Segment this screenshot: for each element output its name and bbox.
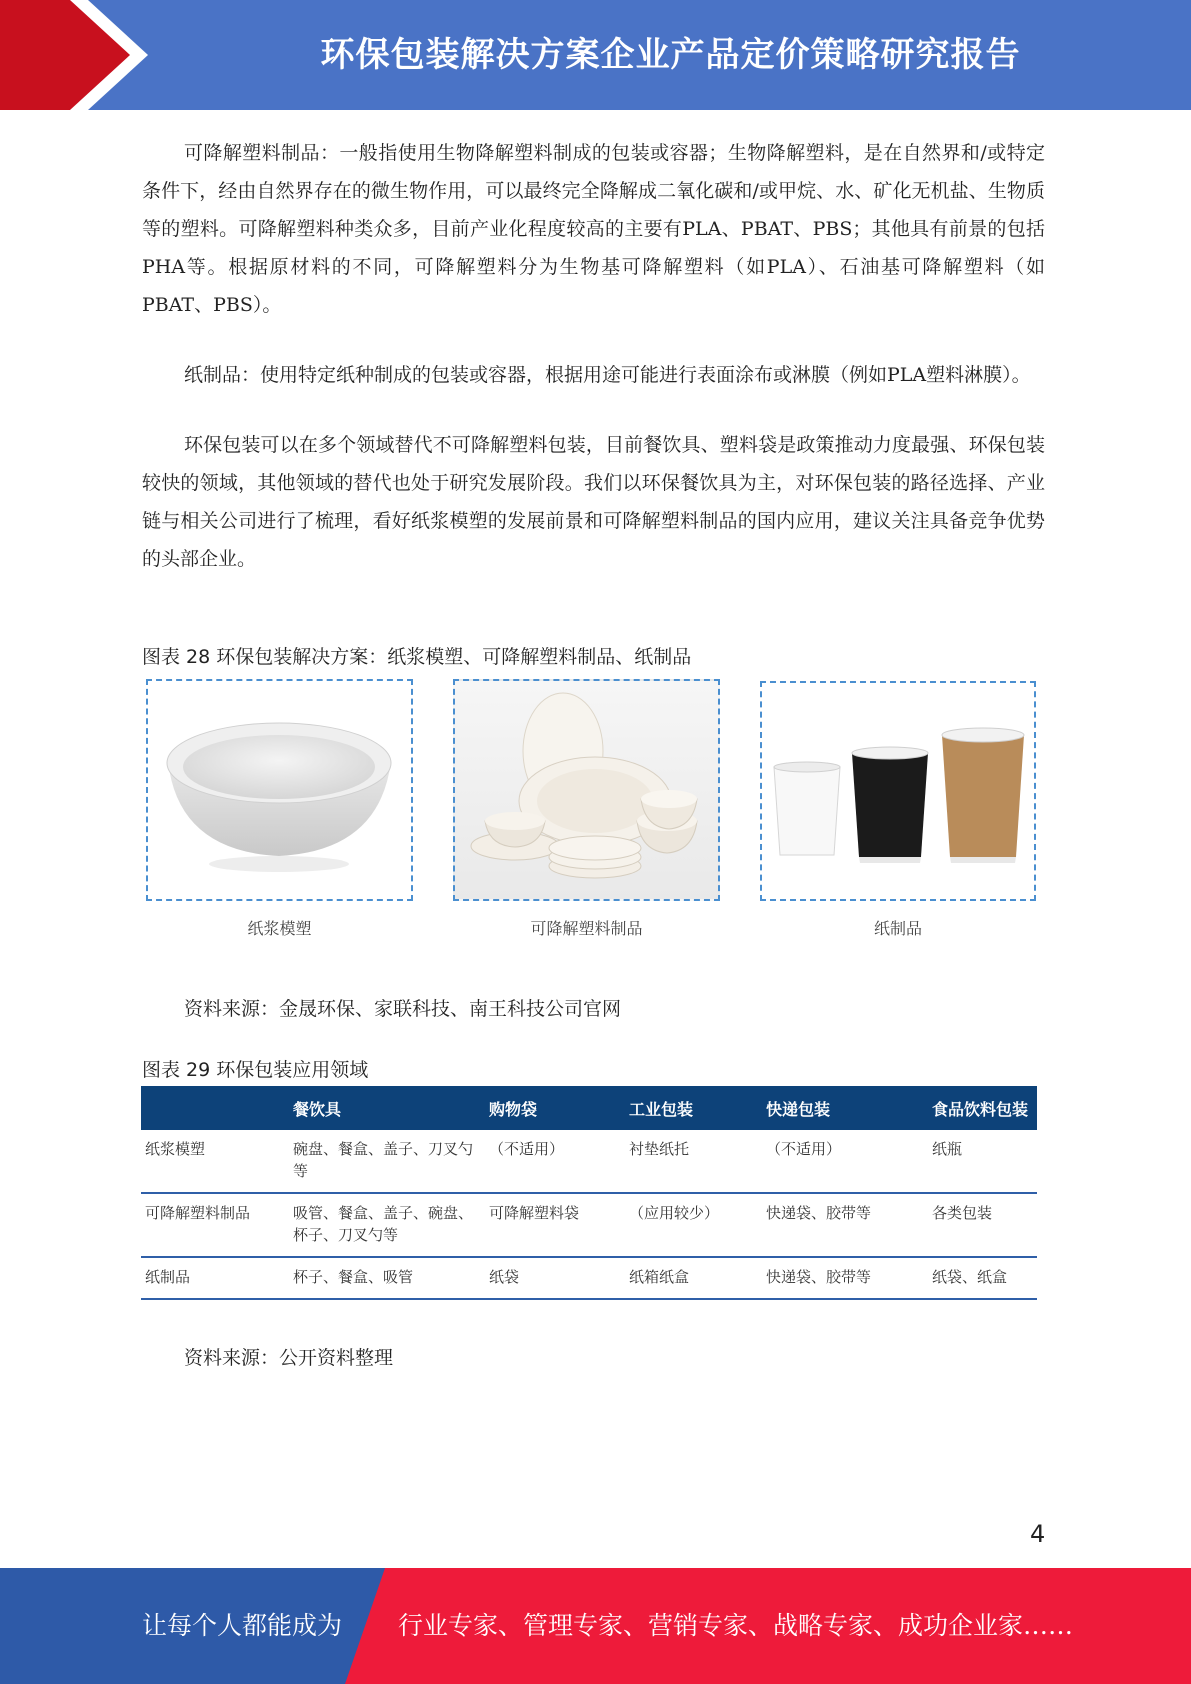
table-header-cell: 工业包装	[625, 1086, 762, 1130]
header-arrow-decoration	[0, 0, 200, 110]
table-cell: 各类包装	[928, 1193, 1037, 1257]
table-cell: 纸制品	[141, 1257, 289, 1299]
figure-28-source: 资料来源：金晟环保、家联科技、南王科技公司官网	[184, 998, 622, 1020]
cups-illustration	[762, 683, 1034, 899]
table-cell: 可降解塑料袋	[485, 1193, 625, 1257]
figure-28-caption	[142, 642, 1045, 669]
table-cell: 纸袋	[485, 1257, 625, 1299]
caption-title: 环保包装应用领域	[216, 1059, 369, 1081]
paragraph-applications: 环保包装可以在多个领域替代不可降解塑料包装，目前餐饮具、塑料袋是政策推动力度最强、环保包装较快的领域，其他领域的替代也处于研究发展阶段。我们以环保餐饮具为主，对环保包装的路径选择、产业链与相关公司进行了梳理，看好纸浆模塑的发展前景和可降解塑料制品的国内应用，建议关注具备竞争优势的头部企业。	[142, 434, 1045, 570]
figure-label-pulp-molding: 纸浆模塑	[247, 919, 312, 938]
table-cell: 纸箱纸盒	[625, 1257, 762, 1299]
table-cell: 吸管、餐盒、盖子、碗盘、杯子、刀叉勺等	[289, 1193, 485, 1257]
table-header-cell: 购物袋	[485, 1086, 625, 1130]
table-cell: （不适用）	[485, 1130, 625, 1193]
bowl-illustration	[148, 681, 411, 899]
caption-number: 28	[186, 646, 211, 668]
table-cell: 纸袋、纸盒	[928, 1257, 1037, 1299]
caption-title: 环保包装解决方案：纸浆模塑、可降解塑料制品、纸制品	[216, 646, 692, 668]
tableware-illustration	[455, 681, 718, 899]
table-header-cell	[141, 1086, 289, 1130]
paragraph-paper-products: 纸制品：使用特定纸种制成的包装或容器，根据用途可能进行表面涂布或淋膜（例如PLA塑料淋膜）。	[184, 364, 1031, 386]
figure-label-biodegradable: 可降解塑料制品	[530, 919, 643, 938]
table-row	[141, 1257, 1037, 1299]
table-cell: 碗盘、餐盒、盖子、刀叉勺等	[289, 1130, 485, 1193]
table-row	[141, 1130, 1037, 1193]
table-row	[141, 1193, 1037, 1257]
table-header-cell: 餐饮具	[289, 1086, 485, 1130]
page-title: 环保包装解决方案企业产品定价策略研究报告	[320, 35, 1021, 75]
caption-prefix: 图表	[142, 1059, 181, 1081]
body-text	[142, 134, 1045, 578]
table-cell: 快递袋、胶带等	[762, 1193, 928, 1257]
figure-29-source: 资料来源：公开资料整理	[184, 1347, 394, 1369]
table-cell: 杯子、餐盒、吸管	[289, 1257, 485, 1299]
paragraph-biodegradable: 可降解塑料制品：一般指使用生物降解塑料制成的包装或容器；生物降解塑料，是在自然界和/或特定条件下，经由自然界存在的微生物作用，可以最终完全降解成二氧化碳和/或甲烷、水、矿化无机盐、生物质等的塑料。可降解塑料种类众多，目前产业化程度较高的主要有PLA、PBAT、PBS；其他具有前景的包括PHA等。根据原材料的不同，可降解塑料分为生物基可降解塑料（如PLA）、石油基可降解塑料（如PBAT、PBS）。	[142, 142, 1045, 316]
table-header-row	[141, 1086, 1037, 1130]
footer-slogan-left: 让每个人都能成为	[142, 1611, 343, 1640]
header-banner	[0, 0, 1191, 110]
footer-banner	[0, 1568, 1191, 1684]
paper-products-image	[760, 681, 1036, 901]
table-cell: 可降解塑料制品	[141, 1193, 289, 1257]
figure-label-paper: 纸制品	[873, 919, 922, 938]
pulp-molding-image	[146, 679, 413, 901]
page-number: 4	[1030, 1520, 1046, 1548]
biodegradable-tableware-image	[453, 679, 720, 901]
table-cell: （应用较少）	[625, 1193, 762, 1257]
table-cell: 快递袋、胶带等	[762, 1257, 928, 1299]
table-cell: （不适用）	[762, 1130, 928, 1193]
caption-prefix: 图表	[142, 646, 181, 668]
footer-slogan-right: 行业专家、管理专家、营销专家、战略专家、成功企业家……	[398, 1611, 1074, 1640]
table-header-cell: 快递包装	[762, 1086, 928, 1130]
table-header-cell: 食品饮料包装	[928, 1086, 1037, 1130]
figure-29-caption	[142, 1055, 1045, 1082]
table-cell: 纸瓶	[928, 1130, 1037, 1193]
table-cell: 纸浆模塑	[141, 1130, 289, 1193]
caption-number: 29	[186, 1059, 211, 1081]
applications-table	[141, 1086, 1037, 1300]
table-cell: 衬垫纸托	[625, 1130, 762, 1193]
